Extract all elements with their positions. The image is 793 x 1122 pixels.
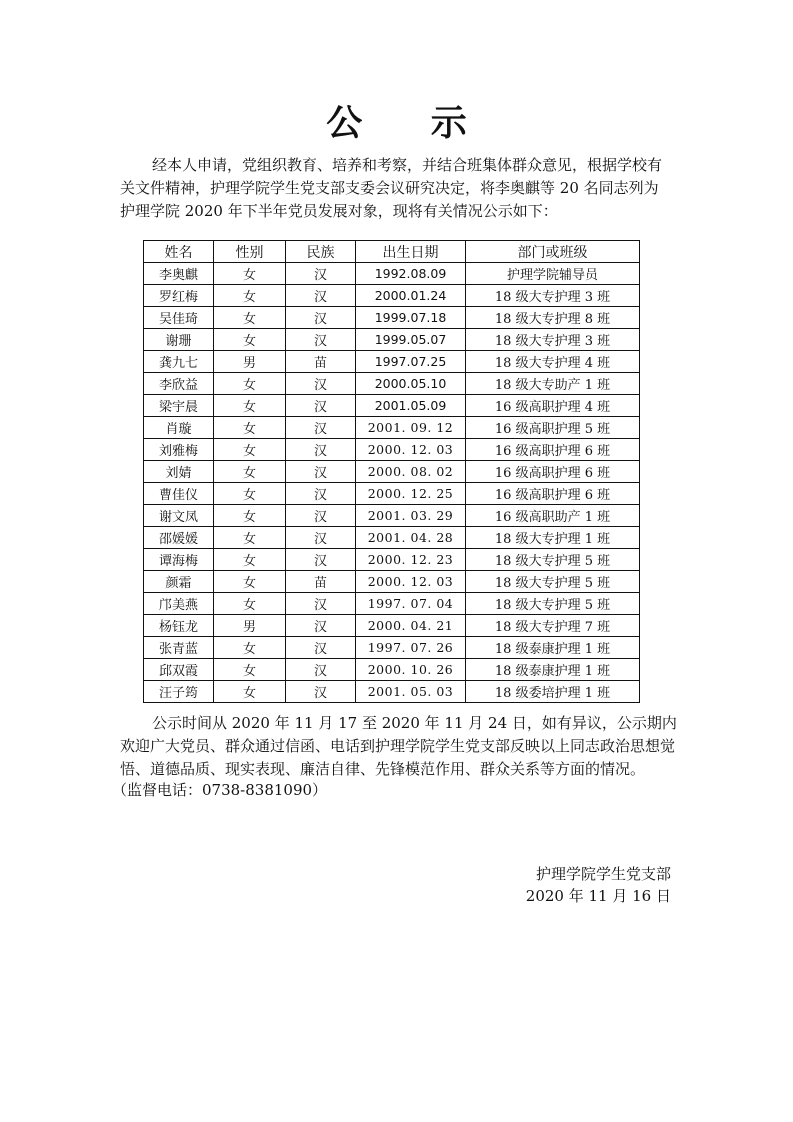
cell-name: 吴佳琦 [144, 307, 214, 329]
cell-ethnicity: 汉 [286, 395, 356, 417]
table-row [144, 593, 640, 615]
cell-ethnicity: 汉 [286, 593, 356, 615]
cell-name: 罗红梅 [144, 285, 214, 307]
cell-dept: 护理学院辅导员 [466, 263, 640, 285]
cell-ethnicity: 汉 [286, 373, 356, 395]
cell-sex: 男 [214, 615, 286, 637]
cell-dept: 18 级大专护理 8 班 [466, 307, 640, 329]
cell-dob: 2000. 12. 23 [356, 549, 466, 571]
cell-dept: 16 级高职护理 6 班 [466, 439, 640, 461]
table-row [144, 417, 640, 439]
cell-dept: 18 级大专护理 7 班 [466, 615, 640, 637]
page-title: 公 示 [326, 103, 495, 144]
cell-sex: 女 [214, 571, 286, 593]
cell-dob: 2001. 04. 28 [356, 527, 466, 549]
cell-dob: 2001. 09. 12 [356, 417, 466, 439]
cell-dob: 2000. 04. 21 [356, 615, 466, 637]
hotline-text: （监督电话：0738-8381090） [112, 781, 328, 799]
header-sex: 性别 [214, 241, 286, 263]
cell-ethnicity: 汉 [286, 659, 356, 681]
cell-name: 刘婧 [144, 461, 214, 483]
cell-sex: 女 [214, 285, 286, 307]
table-header [144, 241, 640, 263]
cell-dob: 2001. 05. 03 [356, 681, 466, 703]
cell-ethnicity: 汉 [286, 681, 356, 703]
cell-name: 张青蓝 [144, 637, 214, 659]
cell-dob: 1999.05.07 [356, 329, 466, 351]
candidate-table-container [143, 240, 639, 703]
cell-dept: 16 级高职护理 5 班 [466, 417, 640, 439]
cell-name: 肖璇 [144, 417, 214, 439]
cell-sex: 女 [214, 681, 286, 703]
cell-sex: 女 [214, 637, 286, 659]
cell-dept: 18 级大专护理 5 班 [466, 549, 640, 571]
cell-dept: 18 级大专护理 3 班 [466, 285, 640, 307]
cell-dob: 2001.05.09 [356, 395, 466, 417]
cell-dob: 2000. 12. 03 [356, 571, 466, 593]
table-row [144, 263, 640, 285]
cell-dob: 1997. 07. 26 [356, 637, 466, 659]
header-dob: 出生日期 [356, 241, 466, 263]
signature-date: 2020 年 11 月 16 日 [525, 887, 671, 905]
table-row [144, 637, 640, 659]
cell-dept: 16 级高职助产 1 班 [466, 505, 640, 527]
cell-dob: 1992.08.09 [356, 263, 466, 285]
cell-dept: 16 级高职护理 6 班 [466, 483, 640, 505]
cell-dob: 2000.05.10 [356, 373, 466, 395]
cell-dept: 18 级大专护理 1 班 [466, 527, 640, 549]
cell-name: 杨钰龙 [144, 615, 214, 637]
cell-ethnicity: 汉 [286, 549, 356, 571]
cell-name: 谢珊 [144, 329, 214, 351]
cell-sex: 女 [214, 307, 286, 329]
cell-ethnicity: 汉 [286, 307, 356, 329]
cell-dob: 2000. 12. 25 [356, 483, 466, 505]
table-row [144, 373, 640, 395]
cell-dept: 16 级高职护理 6 班 [466, 461, 640, 483]
cell-name: 龚九七 [144, 351, 214, 373]
cell-ethnicity: 汉 [286, 483, 356, 505]
cell-sex: 女 [214, 417, 286, 439]
header-ethnicity: 民族 [286, 241, 356, 263]
cell-sex: 女 [214, 483, 286, 505]
cell-ethnicity: 汉 [286, 439, 356, 461]
cell-ethnicity: 汉 [286, 505, 356, 527]
notice-paragraph: 公示时间从 2020 年 11 月 17 至 2020 年 11 月 24 日，如有异议，公示期内欢迎广大党员、群众通过信函、电话到护理学院学生党支部反映以上同志政治思想觉悟、道德品质、现实表现、廉洁自律、先锋模范作用、群众关系等方面的情况。 [120, 714, 677, 778]
cell-sex: 女 [214, 329, 286, 351]
cell-dept: 18 级大专助产 1 班 [466, 373, 640, 395]
table-header-row [144, 241, 640, 263]
cell-ethnicity: 汉 [286, 329, 356, 351]
table-row [144, 329, 640, 351]
signature-block [526, 863, 671, 907]
cell-ethnicity: 苗 [286, 571, 356, 593]
cell-ethnicity: 汉 [286, 637, 356, 659]
table-row [144, 681, 640, 703]
table-row [144, 659, 640, 681]
cell-sex: 女 [214, 263, 286, 285]
cell-ethnicity: 苗 [286, 351, 356, 373]
cell-sex: 男 [214, 351, 286, 373]
cell-dept: 18 级泰康护理 1 班 [466, 637, 640, 659]
cell-dob: 1997. 07. 04 [356, 593, 466, 615]
cell-ethnicity: 汉 [286, 417, 356, 439]
cell-dept: 18 级委培护理 1 班 [466, 681, 640, 703]
cell-sex: 女 [214, 461, 286, 483]
cell-name: 谭海梅 [144, 549, 214, 571]
cell-dept: 18 级大专护理 5 班 [466, 571, 640, 593]
cell-name: 颜霜 [144, 571, 214, 593]
table-row [144, 285, 640, 307]
cell-name: 邝美燕 [144, 593, 214, 615]
table-row [144, 439, 640, 461]
cell-sex: 女 [214, 439, 286, 461]
cell-sex: 女 [214, 593, 286, 615]
cell-sex: 女 [214, 395, 286, 417]
table-row [144, 395, 640, 417]
table-row [144, 461, 640, 483]
cell-dept: 18 级大专护理 4 班 [466, 351, 640, 373]
signature-org: 护理学院学生党支部 [535, 865, 671, 883]
cell-sex: 女 [214, 527, 286, 549]
cell-name: 李奥麒 [144, 263, 214, 285]
cell-name: 李欣益 [144, 373, 214, 395]
header-dept: 部门或班级 [466, 241, 640, 263]
cell-name: 曹佳仪 [144, 483, 214, 505]
table-row [144, 571, 640, 593]
cell-dept: 18 级大专护理 5 班 [466, 593, 640, 615]
cell-dept: 18 级泰康护理 1 班 [466, 659, 640, 681]
cell-name: 刘雅梅 [144, 439, 214, 461]
cell-dept: 16 级高职护理 4 班 [466, 395, 640, 417]
cell-ethnicity: 汉 [286, 615, 356, 637]
cell-ethnicity: 汉 [286, 285, 356, 307]
cell-sex: 女 [214, 505, 286, 527]
table-row [144, 351, 640, 373]
table-row [144, 549, 640, 571]
cell-dob: 2001. 03. 29 [356, 505, 466, 527]
cell-sex: 女 [214, 549, 286, 571]
cell-dob: 2000. 10. 26 [356, 659, 466, 681]
cell-dob: 2000.01.24 [356, 285, 466, 307]
candidate-table [143, 240, 640, 703]
cell-dept: 18 级大专护理 3 班 [466, 329, 640, 351]
table-row [144, 527, 640, 549]
cell-dob: 2000. 12. 03 [356, 439, 466, 461]
cell-name: 谢文凤 [144, 505, 214, 527]
cell-ethnicity: 汉 [286, 461, 356, 483]
cell-sex: 女 [214, 373, 286, 395]
cell-name: 邱双霞 [144, 659, 214, 681]
cell-dob: 1997.07.25 [356, 351, 466, 373]
cell-dob: 1999.07.18 [356, 307, 466, 329]
cell-name: 汪子筠 [144, 681, 214, 703]
cell-dob: 2000. 08. 02 [356, 461, 466, 483]
intro-paragraph: 经本人申请，党组织教育、培养和考察，并结合班集体群众意见，根据学校有关文件精神，护理学院学生党支部支委会议研究决定，将李奥麒等 20 名同志列为护理学院 2020 年下半年党员发展对象，现将有关情况公示如下： [120, 156, 663, 220]
cell-ethnicity: 汉 [286, 527, 356, 549]
table-body [144, 263, 640, 703]
cell-name: 邵媛媛 [144, 527, 214, 549]
header-name: 姓名 [144, 241, 214, 263]
cell-sex: 女 [214, 659, 286, 681]
table-row [144, 307, 640, 329]
table-row [144, 615, 640, 637]
cell-ethnicity: 汉 [286, 263, 356, 285]
cell-name: 梁宇晨 [144, 395, 214, 417]
table-row [144, 483, 640, 505]
table-row [144, 505, 640, 527]
